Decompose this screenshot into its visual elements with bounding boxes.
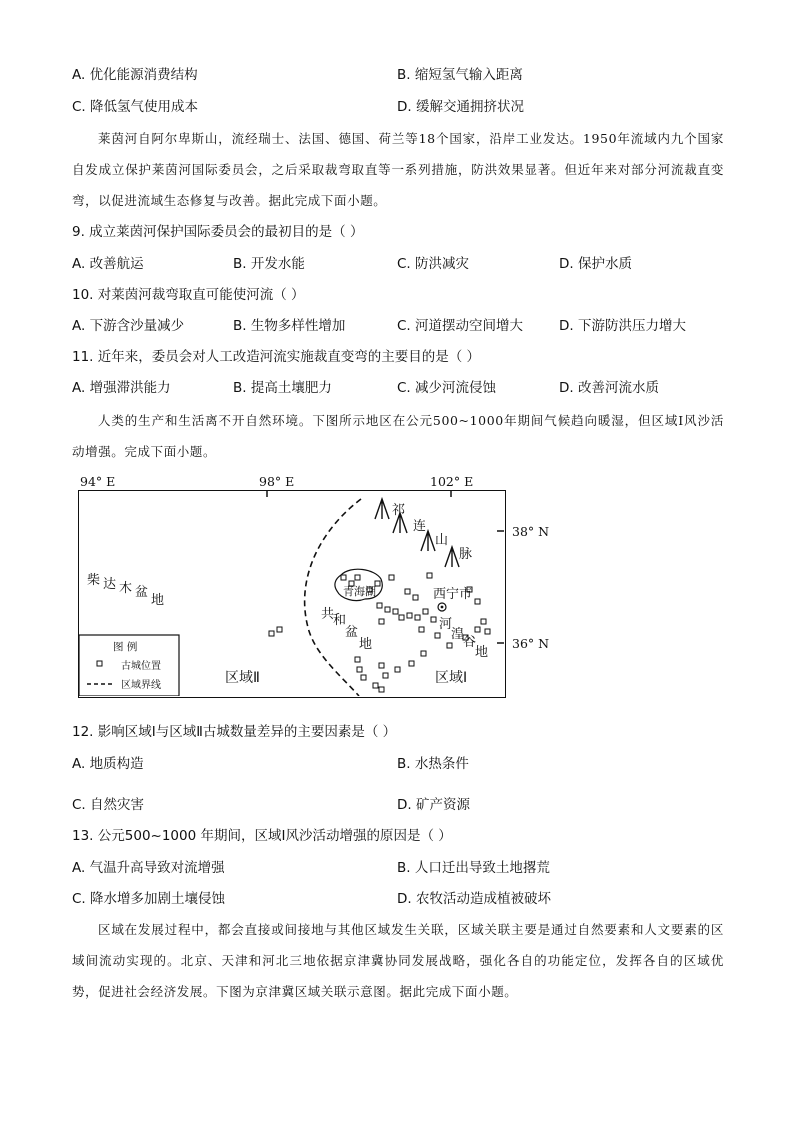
- q11-option-b: B. 提高土壤肥力: [233, 380, 332, 396]
- label-huangshui-2: 湟: [451, 627, 465, 642]
- legend-ancient-city: 古城位置: [121, 661, 161, 672]
- label-region-1: 区域Ⅰ: [435, 670, 468, 686]
- label-qilian-3: 山: [435, 533, 449, 548]
- lon-label-102: 102° E: [430, 474, 474, 489]
- q13-option-c: C. 降水增多加剧土壤侵蚀: [72, 891, 226, 907]
- label-region-2: 区域Ⅱ: [225, 670, 260, 686]
- q10-option-c: C. 河道摆动空间增大: [397, 318, 524, 334]
- passage-rhine: 莱茵河自阿尔卑斯山，流经瑞士、法国、德国、荷兰等18个国家，沿岸工业发达。1950年流域内九个国家自发成立保护莱茵河国际委员会，之后采取裁弯取直等一系列措施，防洪效果显著。但近年来对部分河流裁直变弯，以促进流域生态修复与改善。据此完成下面小题。: [72, 131, 724, 208]
- q8-option-a: A. 优化能源消费结构: [72, 67, 198, 83]
- q12-option-b: B. 水热条件: [397, 756, 469, 772]
- q8-option-c: C. 降低氢气使用成本: [72, 99, 199, 115]
- q8-option-b: B. 缩短氢气输入距离: [397, 67, 523, 83]
- q12-option-c: C. 自然灾害: [72, 797, 145, 813]
- label-gonghe-4: 地: [359, 637, 373, 652]
- legend-title: 图 例: [113, 641, 138, 653]
- region-map: [78, 490, 506, 698]
- q11-stem: 11. 近年来，委员会对人工改造河流实施裁直变弯的主要目的是（ ）: [72, 349, 481, 365]
- label-huangshui-4: 地: [475, 645, 489, 660]
- q9-stem: 9. 成立莱茵河保护国际委员会的最初目的是（ ）: [72, 224, 364, 240]
- q10-stem: 10. 对莱茵河裁弯取直可能使河流（ ）: [72, 287, 305, 303]
- q9-option-d: D. 保护水质: [559, 256, 632, 272]
- lat-label-38: 38° N: [512, 524, 550, 539]
- label-qilian-1: 祁: [392, 503, 406, 518]
- label-qaidam-1: 柴: [87, 573, 101, 588]
- q10-option-a: A. 下游含沙量减少: [72, 318, 185, 334]
- lon-label-94: 94° E: [80, 474, 116, 489]
- q10-option-d: D. 下游防洪压力增大: [559, 318, 686, 334]
- q13-stem: 13. 公元500~1000 年期间，区域Ⅰ风沙活动增强的原因是（ ）: [72, 828, 452, 844]
- q11-option-c: C. 减少河流侵蚀: [397, 380, 497, 396]
- q8-option-d: D. 缓解交通拥挤状况: [397, 99, 524, 115]
- passage-climate: 人类的生产和生活离不开自然环境。下图所示地区在公元500~1000年期间气候趋向暖湿，但区域Ⅰ风沙活动增强。完成下面小题。: [72, 413, 724, 459]
- label-xining: 西宁市: [433, 587, 473, 602]
- label-qinghai-lake: 青海湖: [343, 585, 376, 598]
- label-huangshui-1: 河: [439, 617, 453, 632]
- label-gonghe-2: 和: [333, 613, 347, 628]
- q13-option-d: D. 农牧活动造成植被破坏: [397, 891, 551, 907]
- lon-label-98: 98° E: [259, 474, 295, 489]
- label-qilian-2: 连: [413, 519, 427, 534]
- q9-option-b: B. 开发水能: [233, 256, 305, 272]
- q11-option-d: D. 改善河流水质: [559, 380, 659, 396]
- lat-label-36: 36° N: [512, 636, 550, 651]
- label-qaidam-5: 地: [151, 593, 165, 608]
- q9-option-c: C. 防洪减灾: [397, 256, 470, 272]
- passage-jingjinji: 区域在发展过程中，都会直接或间接地与其他区域发生关联，区域关联主要是通过自然要素和人文要素的区域间流动实现的。北京、天津和河北三地依据京津冀协同发展战略，强化各自的功能定位，发挥各自的区域优势，促进社会经济发展。下图为京津冀区域关联示意图。据此完成下面小题。: [72, 922, 724, 999]
- q13-option-b: B. 人口迁出导致土地撂荒: [397, 860, 550, 876]
- legend-boundary: 区域界线: [121, 680, 161, 691]
- label-huangshui-3: 谷: [463, 635, 477, 650]
- label-qaidam-4: 盆: [135, 585, 149, 600]
- label-gonghe-1: 共: [321, 607, 335, 622]
- label-qilian-4: 脉: [459, 547, 473, 562]
- q9-option-a: A. 改善航运: [72, 256, 144, 272]
- q11-option-a: A. 增强滞洪能力: [72, 380, 171, 396]
- label-qaidam-3: 木: [119, 581, 133, 596]
- label-gonghe-3: 盆: [345, 625, 359, 640]
- q10-option-b: B. 生物多样性增加: [233, 318, 346, 334]
- q13-option-a: A. 气温升高导致对流增强: [72, 860, 225, 876]
- q12-stem: 12. 影响区域Ⅰ与区域Ⅱ古城数量差异的主要因素是（ ）: [72, 724, 397, 740]
- label-qaidam-2: 达: [103, 577, 117, 592]
- q12-option-a: A. 地质构造: [72, 756, 144, 772]
- q12-option-d: D. 矿产资源: [397, 797, 470, 813]
